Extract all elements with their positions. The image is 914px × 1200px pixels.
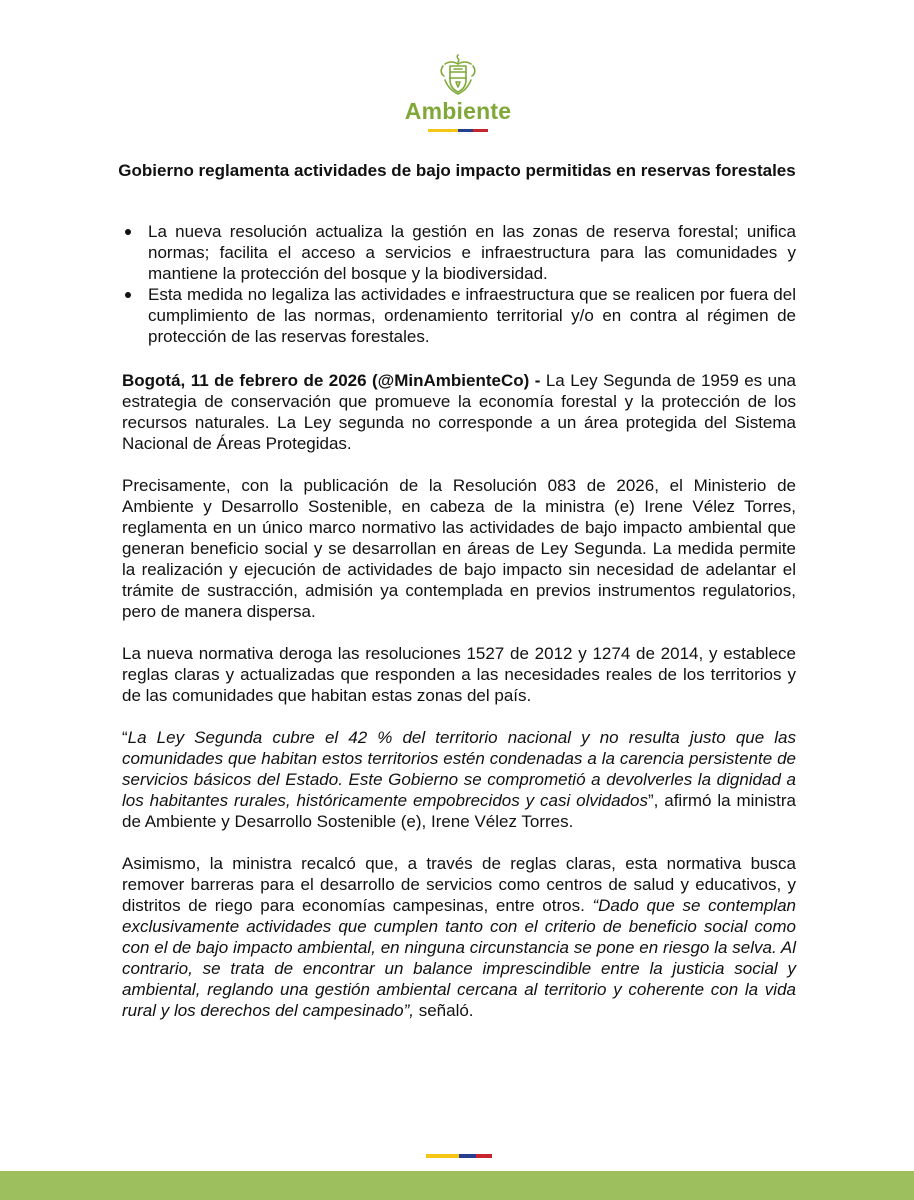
document-body	[122, 370, 796, 1042]
quote-attribution: ”, afirmó la ministra de Ambiente y Desarrollo Sostenible (e), Irene Vélez Torres.	[122, 791, 796, 831]
open-quote: “	[122, 728, 128, 747]
document-title: Gobierno reglamenta actividades de bajo impacto permitidas en reservas forestales	[118, 161, 796, 180]
logo-text: Ambiente	[404, 98, 512, 124]
ministry-logo	[400, 52, 516, 132]
bullet-item: Esta medida no legaliza las actividades e infraestructura que se realicen por fuera del cumplimiento de las normas, ordenamiento territorial y/o en contra al régimen de protección de las reservas forestales.	[122, 284, 796, 347]
closing-quote: “Dado que se contemplan exclusivamente actividades que cumplen tanto con el criterio de beneficio social como con el de bajo impacto ambiental, en ninguna circunstancia se pone en riesgo la selva. Al contrario, se trata de encontrar un balance imprescindible entre la justicia social y ambiental, reglando una gestión ambiental cercana al territorio y coherente con la vida rural y los derechos del campesinado”,	[122, 896, 796, 1020]
summary-bullets	[122, 221, 796, 347]
paragraph-quote	[122, 727, 796, 832]
bullet-item: La nueva resolución actualiza la gestión en las zonas de reserva forestal; unifica normas; facilita el acceso a servicios e infraestructura para las comunidades y mantiene la protección del bosque y la biodiversidad.	[122, 221, 796, 284]
paragraph-resolution: Precisamente, con la publicación de la Resolución 083 de 2026, el Ministerio de Ambiente y Desarrollo Sostenible, en cabeza de la ministra (e) Irene Vélez Torres, reglamenta en un único marco normativo las actividades de bajo impacto ambiental que generan beneficio social y se desarrollan en áreas de Ley Segunda. La medida permite la realización y ejecución de actividades de bajo impacto sin necesidad de adelantar el trámite de sustracción, admisión ya contemplada en previos instrumentos regulatorios, pero de manera dispersa.	[122, 476, 796, 621]
closing-attribution: señaló.	[413, 1001, 474, 1020]
paragraph-closing	[122, 853, 796, 1021]
dateline: Bogotá, 11 de febrero de 2026 (@MinAmbienteCo) -	[122, 371, 541, 390]
coat-of-arms-icon	[435, 52, 481, 96]
paragraph-derogation: La nueva normativa deroga las resoluciones 1527 de 2012 y 1274 de 2014, y establece reglas claras y actualizadas que responden a las necesidades reales de los territorios y de las comunidades que habitan estas zonas del país.	[122, 644, 796, 705]
footer-flag-stripe	[426, 1154, 492, 1158]
paragraph-intro	[122, 370, 796, 454]
paragraph-text: La Ley Segunda de 1959 es una estrategia de conservación que promueve la economía forestal y la protección de los recursos naturales. La Ley segunda no corresponde a un área protegida del Sistema Nacional de Áreas Protegidas.	[122, 371, 796, 453]
footer-band	[0, 1171, 914, 1200]
paragraph-text: Asimismo, la ministra recalcó que, a través de reglas claras, esta normativa busca remover barreras para el desarrollo de servicios como centros de salud y educativos, y distritos de riego para economías campesinas, entre otros.	[122, 854, 796, 915]
flag-stripe	[428, 129, 488, 132]
minister-quote: La Ley Segunda cubre el 42 % del territorio nacional y no resulta justo que las comunidades que habitan estos territorios estén condenadas a la carencia persistente de servicios básicos del Estado. Este Gobierno se comprometió a devolverles la dignidad a los habitantes rurales, históricamente empobrecidos y casi olvidados	[122, 728, 796, 810]
